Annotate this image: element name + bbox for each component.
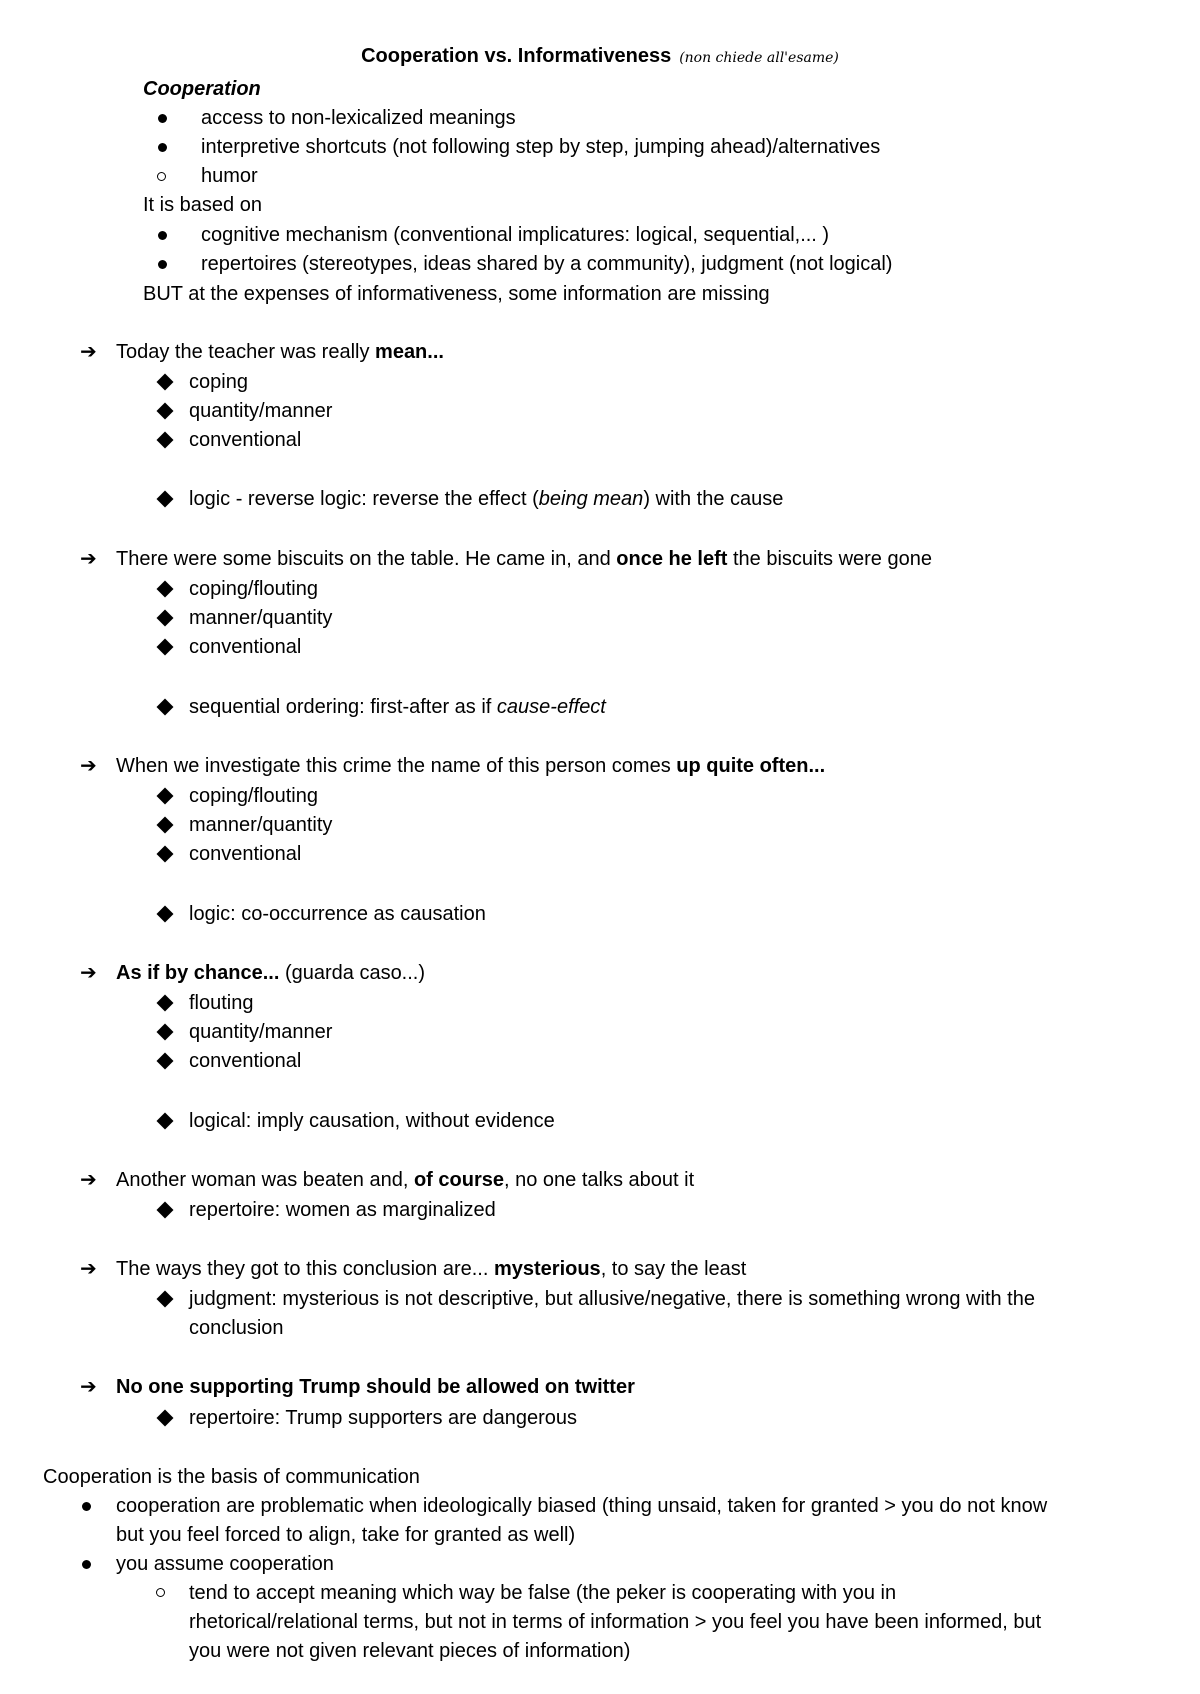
example-3-final: logic: co-occurrence as causation xyxy=(189,903,486,925)
diamond-icon xyxy=(157,432,174,449)
diamond-icon xyxy=(157,1053,174,1070)
diamond-icon xyxy=(157,639,174,656)
diamond-icon xyxy=(157,699,174,716)
bullet-dot xyxy=(158,114,167,123)
diamond-icon xyxy=(157,1202,174,1219)
diamond-icon xyxy=(157,610,174,627)
example-3-sentence: When we investigate this crime the name of this person comes up quite often... xyxy=(116,755,826,777)
bullet-dot xyxy=(82,1502,91,1511)
diamond-icon xyxy=(157,788,174,805)
title-note: (non chiede all'esame) xyxy=(679,50,839,66)
intro-bullet-1: access to non-lexicalized meanings xyxy=(201,107,516,129)
page-title: Cooperation vs. Informativeness (non chiede all'esame) xyxy=(361,45,839,67)
bullet-dot xyxy=(158,143,167,152)
diamond-icon xyxy=(157,1291,174,1308)
arrow-icon: ➔ xyxy=(80,548,97,570)
example-4-final: logical: imply causation, without evidence xyxy=(189,1110,555,1132)
example-1-item-3: conventional xyxy=(189,429,302,451)
example-3-item-2: manner/quantity xyxy=(189,814,333,836)
example-2-item-2: manner/quantity xyxy=(189,607,333,629)
conclusion-sub-1: tend to accept meaning which way be false (the peker is cooperating with you in xyxy=(189,1582,897,1604)
example-2-final: sequential ordering: first-after as if cause-effect xyxy=(189,696,606,718)
diamond-icon xyxy=(157,491,174,508)
intro-but: BUT at the expenses of informativeness, some information are missing xyxy=(143,283,770,305)
intro-heading: Cooperation xyxy=(143,78,261,100)
diamond-icon xyxy=(157,403,174,420)
bullet-dot xyxy=(158,260,167,269)
diamond-icon xyxy=(157,817,174,834)
conclusion-bullet-2: you assume cooperation xyxy=(116,1553,334,1575)
diamond-icon xyxy=(157,1024,174,1041)
diamond-icon xyxy=(157,995,174,1012)
intro-bullet-2: interpretive shortcuts (not following step by step, jumping ahead)/alternatives xyxy=(201,136,881,158)
example-1-sentence: Today the teacher was really mean... xyxy=(116,341,444,363)
diamond-icon xyxy=(157,906,174,923)
example-4-item-2: quantity/manner xyxy=(189,1021,333,1043)
conclusion-bullet-1: cooperation are problematic when ideologically biased (thing unsaid, taken for granted > you do not know xyxy=(116,1495,1048,1517)
example-5-sentence: Another woman was beaten and, of course, no one talks about it xyxy=(116,1169,695,1191)
example-3-item-3: conventional xyxy=(189,843,302,865)
arrow-icon: ➔ xyxy=(80,341,97,363)
diamond-icon xyxy=(157,581,174,598)
example-1-item-2: quantity/manner xyxy=(189,400,333,422)
example-6-item-1: judgment: mysterious is not descriptive, but allusive/negative, there is something wrong with the xyxy=(189,1288,1035,1310)
example-5-item-1: repertoire: women as marginalized xyxy=(189,1199,496,1221)
conclusion-bullet-1-cont: but you feel forced to align, take for granted as well) xyxy=(116,1524,576,1546)
based-bullet-2: repertoires (stereotypes, ideas shared by a community), judgment (not logical) xyxy=(201,253,893,275)
bullet-circle xyxy=(157,172,166,181)
based-on-label: It is based on xyxy=(143,194,262,216)
example-2-item-3: conventional xyxy=(189,636,302,658)
example-2-sentence: There were some biscuits on the table. He came in, and once he left the biscuits were gone xyxy=(116,548,932,570)
example-2-item-1: coping/flouting xyxy=(189,578,318,600)
arrow-icon: ➔ xyxy=(80,755,97,777)
diamond-icon xyxy=(157,374,174,391)
conclusion-sub-3: you were not given relevant pieces of information) xyxy=(189,1640,631,1662)
based-bullet-1: cognitive mechanism (conventional implicatures: logical, sequential,... ) xyxy=(201,224,830,246)
diamond-icon xyxy=(157,1113,174,1130)
bullet-circle xyxy=(156,1588,165,1597)
example-7-item-1: repertoire: Trump supporters are dangerous xyxy=(189,1407,577,1429)
bullet-dot xyxy=(158,231,167,240)
example-4-item-1: flouting xyxy=(189,992,254,1014)
example-3-item-1: coping/flouting xyxy=(189,785,318,807)
example-4-item-3: conventional xyxy=(189,1050,302,1072)
diamond-icon xyxy=(157,846,174,863)
example-1-item-1: coping xyxy=(189,371,248,393)
diamond-icon xyxy=(157,1410,174,1427)
example-4-sentence: As if by chance... (guarda caso...) xyxy=(116,962,426,984)
example-7-sentence: No one supporting Trump should be allowed on twitter xyxy=(116,1376,635,1398)
conclusion-heading: Cooperation is the basis of communication xyxy=(43,1466,420,1488)
example-1-final: logic - reverse logic: reverse the effect (being mean) with the cause xyxy=(189,488,784,510)
example-6-item-1-cont: conclusion xyxy=(189,1317,284,1339)
bullet-dot xyxy=(82,1560,91,1569)
arrow-icon: ➔ xyxy=(80,1376,97,1398)
arrow-icon: ➔ xyxy=(80,962,97,984)
arrow-icon: ➔ xyxy=(80,1258,97,1280)
intro-bullet-3: humor xyxy=(201,165,258,187)
arrow-icon: ➔ xyxy=(80,1169,97,1191)
example-6-sentence: The ways they got to this conclusion are... mysterious, to say the least xyxy=(116,1258,747,1280)
conclusion-sub-2: rhetorical/relational terms, but not in terms of information > you feel you have been informed, but xyxy=(189,1611,1042,1633)
